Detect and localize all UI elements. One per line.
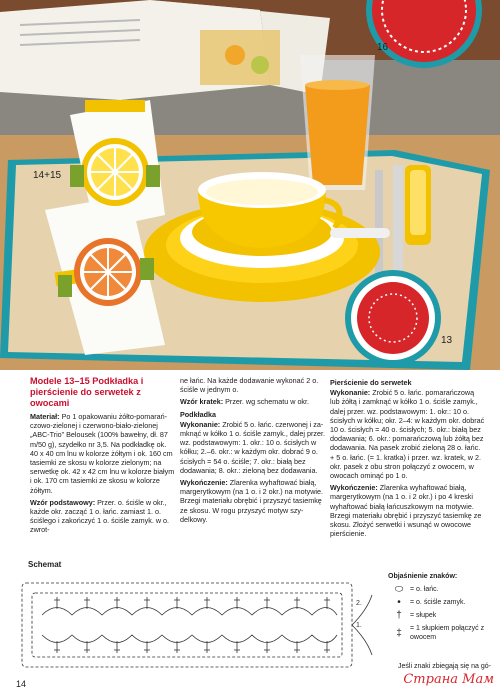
crochet-schema [12,575,382,675]
pierscien-exec: Wykonanie: Zrobić 5 o. łańc. pomarańczową lub żółtą i zamknąć w kółko 1 o. ściśle zamyk., dalej przer. wz. podstawowym: 1. okr.: 10 o. ścisłych w kółku; okr. 2–4: w każdym okr. dobrać 10 o. ścisłych = 40 o. ścisłych; 5. okr.: białą bez dodawania; 6. okr.: pomarańczową lub żółtą bez dodawania. Na pasek zrobić zieloną 28 o. łańc. + 5 o. łańc. (= 1. kratka) i przer. wz. kratek, w 2. okr. pasek z obu stron połączyć z owocem, w owocach ominąć po 1 o. [330,388,485,481]
legend-item: • = o. ściśle zamyk. [388,598,498,607]
article-title: Modele 13–15 Podkładka i pierścienie do serwetek z owocami [30,376,144,408]
pattern-paragraph: Wzór podstawowy: Przer. o. ściśle w okr., każde okr. zacząć 1 o. łańc. zamiast 1. o. ściślego i zakończyć 1 o. ściśle zamyk. w o. zwrot- [30,497,170,535]
callout-14-15: 14+15 [33,170,62,181]
legend-item: † = słupek [388,611,498,620]
podkladka-heading: Podkładka [180,409,216,419]
juice-glass [300,55,375,190]
schema-diagram [12,575,382,675]
column-2 [180,376,325,527]
double-crochet-icon: † [396,610,402,621]
legend-item: ‡ = 1 słupkiem połączyć z owocem [388,624,498,642]
callout-16: 16 [377,42,389,53]
legend-footnote: Jeśli znaki zbiegają się na gó- [398,663,491,670]
schema-label: Schemat [28,560,62,569]
legend-title: Objaśnienie znaków: [388,573,458,580]
legend [388,572,498,646]
pierscien-finish: Wykończenie: Zlarenka wyhaftować białą, margerytkowym (na 1 o. i 2 okr.) i po 4 kreski wyhaftować białą łańcuszkowym na motywie. Brzegi materiału obrębić i przyszyć tasiemkę ze skosu. Złożyć serwetki i wsunąć w owocowe pierścienie. [330,483,482,539]
pattern-continuation: ne łańc. Na każde dodawanie wykonać 2 o. ściśle w jednym o. [180,376,319,395]
watermark-logo: Страна Мам [403,672,494,687]
materials-paragraph: Materiał: Po 1 opakowaniu żółto-pomarańczowo-zielonej i czerwono-biało-zielonej „ABC-Trio” Belousek (100% bawełny, dł. 87 m/50 g), szydełko nr 3,5. Na podkładkę ok. 40 x 40 cm lnu w kolorze żółtym i ok. 160 cm tasiemki ze skosu w kolorze zielonym; na serwetkę ok. 42 x 42 cm lnu w kolorze białym i ok. 170 cm tasiemki ze skosu w kolorze żółtym. [30,412,175,495]
pierscien-heading: Pierścienie do serwetek [330,378,412,387]
coaster-watermelon [345,270,441,366]
chain-stitch-icon: ⬭ [394,584,404,595]
podkladka-finish: Wykończenie: Zlarenka wyhaftować białą, margerytkowym (na 1 o. i 2 okr.) na motywie. Brzegi materiału obrębić i przyszyć tasiemkę ze skosu. W rogu przyszyć motyw szydelkowy. [180,478,323,524]
slip-stitch-icon: • [397,597,401,608]
podkladka-exec: Wykonanie: Zrobić 5 o. łańc. czerwonej i zamknąć w kółko 1 o. ściśle zamyk., dalej przer. wz. podstawowym: 1. okr.: 10 o. ścisłych w kółku; 2.–6. okr.: w każdym okr. dobrać 9 o. ścisłych = 54 o. ściśle; 7. okr.: białą bez dodawania; 8. okr.: zieloną bez dodawania. [180,419,325,475]
join-stitch-icon: ‡ [396,627,402,639]
kratek-paragraph: Wzór kratek: Przer. wg schematu w okr. [180,397,310,407]
schema-marker-1: 1. [356,622,362,629]
open-book [0,0,330,100]
column-1 [30,376,175,538]
legend-item: ⬭ = o. łańc. [388,585,498,594]
article-columns [0,372,500,557]
schema-marker-2: 2. [356,600,362,607]
callout-13: 13 [441,335,453,346]
column-3 [330,376,485,541]
page-number: 14 [16,679,27,689]
